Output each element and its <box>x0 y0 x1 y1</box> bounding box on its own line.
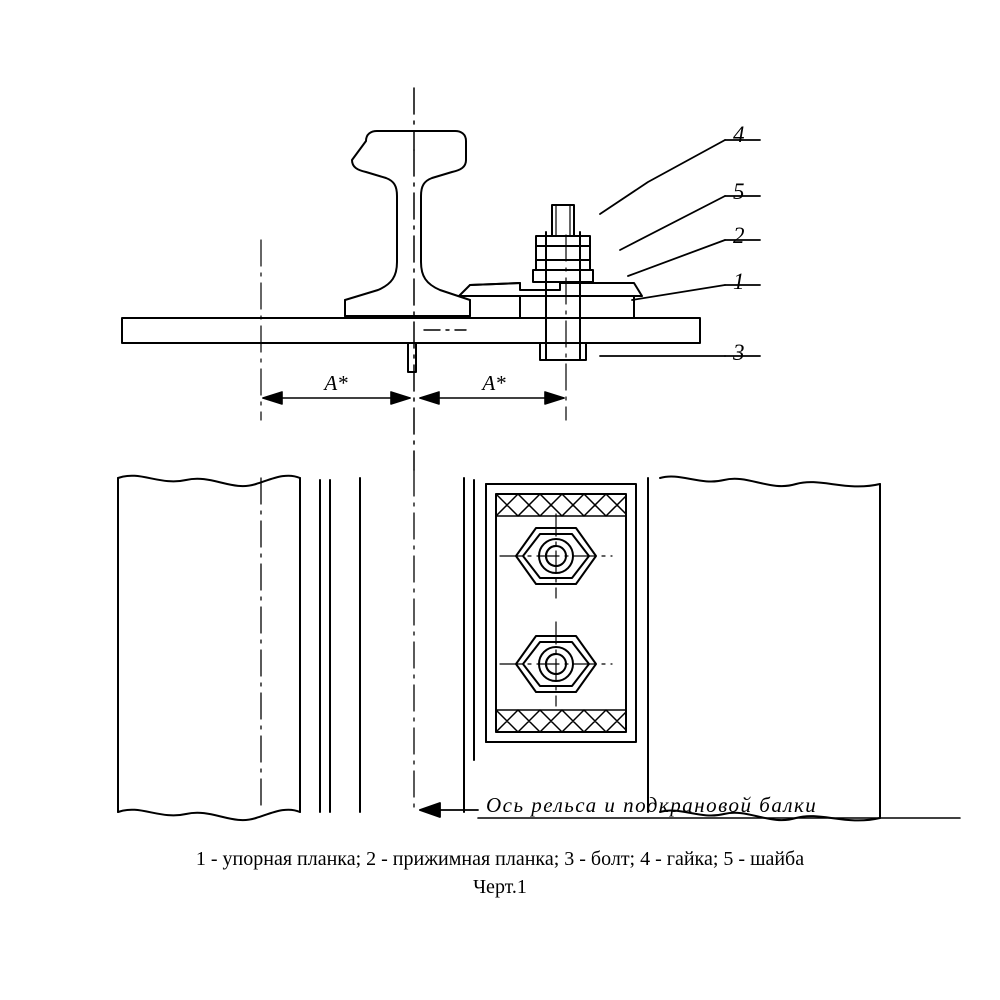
rail-foot <box>345 300 470 316</box>
hatch-band-top <box>496 494 626 516</box>
rail-profile <box>345 131 470 316</box>
washer <box>533 270 593 282</box>
callout-label-2: 2 <box>733 223 745 248</box>
crane-beam-flange <box>122 318 700 343</box>
beam-break-top <box>118 476 300 486</box>
nut <box>536 236 590 270</box>
figure-legend: 1 - упорная планка; 2 - прижимная планка; 3 - болт; 4 - гайка; 5 - шайба <box>195 848 805 870</box>
callout-label-5: 5 <box>733 179 745 204</box>
clamp-plan-outline <box>474 484 636 742</box>
callout-label-3: 3 <box>733 340 745 365</box>
bolt-thread-top <box>552 205 574 236</box>
beam-break-top-right <box>660 476 880 486</box>
dimension-label-left: A* <box>324 371 348 395</box>
plan-centerlines <box>261 470 414 812</box>
section-view <box>122 88 760 470</box>
clamp-plate <box>459 283 642 296</box>
axis-note-text: Ось рельса и подкрановой балки <box>486 793 818 817</box>
callout-leaders <box>600 140 760 356</box>
bolt-stud-center <box>408 343 416 372</box>
callout-label-4: 4 <box>733 122 745 147</box>
stop-plate <box>520 296 634 318</box>
figure-caption-block <box>0 845 1000 901</box>
dimension-label-right: A* <box>482 371 506 395</box>
plan-view <box>118 470 960 820</box>
bolt-centerlines <box>500 514 612 706</box>
beam-break-bottom <box>118 810 300 820</box>
figure-number: Черт.1 <box>473 876 527 898</box>
callout-label-1: 1 <box>733 269 745 294</box>
hatch-band-bottom <box>496 710 626 732</box>
